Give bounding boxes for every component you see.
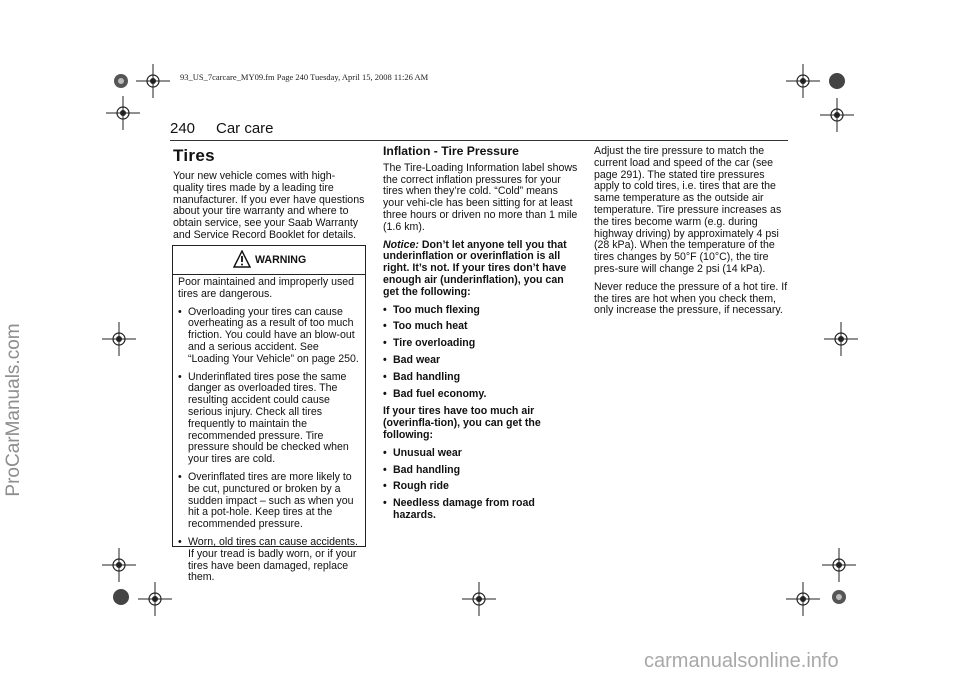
warning-triangle-icon [233, 250, 251, 268]
right-column [594, 146, 788, 323]
registration-mark-icon [102, 548, 136, 582]
overinflation-list [383, 448, 578, 522]
bottom-watermark: carmanualsonline.info [644, 650, 839, 672]
list-item: • Bad handling [383, 372, 578, 384]
registration-mark-icon [102, 322, 136, 356]
registration-mark-icon [786, 64, 820, 98]
page-title: Tires [173, 146, 215, 165]
left-column [173, 171, 365, 248]
registration-mark-icon [136, 64, 170, 98]
list-item: • Bad handling [383, 465, 578, 477]
underinflation-list [383, 305, 578, 401]
section-title: Car care [216, 120, 274, 137]
registration-mark-icon [820, 98, 854, 132]
registration-mark-icon [104, 64, 138, 98]
registration-mark-icon [138, 582, 172, 616]
list-item: • Tire overloading [383, 338, 578, 350]
registration-mark-icon [106, 96, 140, 130]
hot-tire-paragraph: Never reduce the pressure of a hot tire. If the tires are hot when you check them, only increase the pressure, if necessary. [594, 280, 788, 317]
file-info: 93_US_7carcare_MY09.fm Page 240 Tuesday, April 15, 2008 11:26 AM [180, 72, 429, 82]
intro-paragraph: Your new vehicle comes with high-quality tires made by a leading tire manufacturer. If you ever have questions about your tire warranty and where to obtain service, see your Saab Warranty and Service Record Booklet for details. [173, 170, 365, 241]
warning-lead: Poor maintained and improperly used tires are dangerous. [178, 276, 355, 300]
warning-list [178, 307, 362, 585]
list-item: • Too much flexing [383, 305, 578, 317]
list-item: • Needless damage from road hazards. [383, 498, 578, 522]
warning-body [178, 277, 362, 590]
header-rule [170, 140, 788, 141]
registration-mark-icon [822, 580, 856, 614]
list-item: • Rough ride [383, 481, 578, 493]
warning-divider [173, 274, 365, 275]
registration-mark-icon [104, 580, 138, 614]
registration-mark-icon [820, 64, 854, 98]
warning-box [172, 245, 366, 584]
adjust-paragraph: Adjust the tire pressure to match the current load and speed of the car (see page 291). The stated tire pressures apply to cold tires, i.e. tires that are the same temperature as the outside air temperature. Tire pressure increases as the tires become warm (e.g. during highway driving) by approximately 4 psi (28 kPa). When the temperature of the tires changes by 50°F (10°C), the tire pres-sure will change 2 psi (14 kPa). [594, 145, 782, 275]
list-item: • Bad fuel economy. [383, 389, 578, 401]
warning-header [173, 246, 365, 274]
notice-text: Don’t let anyone tell you that underinflation or overinflation is all right. It’s not. If your tires don’t have enough air (underinflation), you can get the following: [383, 238, 567, 298]
warning-item: • Overinflated tires are more likely to be cut, punctured or broken by a sudden impact – such as when you hit a pot-hole. Keep tires at the recommended pressure. [178, 472, 362, 531]
page-number: 240 [170, 120, 196, 137]
warning-item: • Overloading your tires can cause overheating as a result of too much friction. You could have an blow-out and a serious accident. See “Loading Your Vehicle” on page 250. [178, 307, 362, 366]
list-item: • Unusual wear [383, 448, 578, 460]
warning-item: • Worn, old tires can cause accidents. If your tread is badly worn, or if your tires have been damaged, replace them. [178, 537, 362, 584]
list-item: • Too much heat [383, 321, 578, 333]
list-item: • Bad wear [383, 355, 578, 367]
warning-item: • Underinflated tires pose the same danger as overloaded tires. The resulting accident could cause serious injury. Check all tires frequently to maintain the recommended pressure. Tire pressure should be checked when your tires are cold. [178, 372, 362, 466]
warning-title: WARNING [255, 254, 307, 266]
registration-mark-icon [786, 582, 820, 616]
middle-column [383, 146, 578, 528]
notice-paragraph [383, 240, 578, 299]
registration-mark-icon [462, 582, 496, 616]
registration-mark-icon [822, 548, 856, 582]
registration-mark-icon [824, 322, 858, 356]
overinflation-lead: If your tires have too much air (overinfla-tion), you can get the following: [383, 405, 541, 441]
notice-label: Notice: [383, 238, 419, 251]
inflation-heading: Inflation - Tire Pressure [383, 144, 519, 158]
side-watermark: ProCarManuals.com [3, 323, 24, 497]
inflation-paragraph: The Tire-Loading Information label shows the correct inflation pressures for your tires when they’re cold. “Cold” means your vehi-cle has been sitting for at least three hours or driven no more than 1 mile (1.6 km). [383, 161, 578, 233]
